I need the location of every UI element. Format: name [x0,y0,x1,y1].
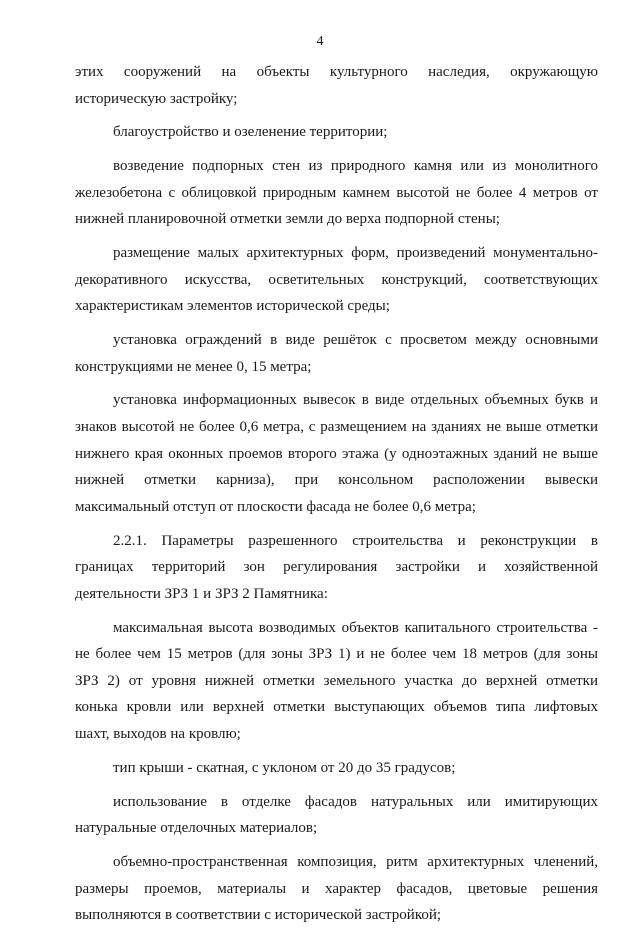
text-line: историческую застройку; [75,90,238,107]
text-line: декоративного искусства, осветительных конструкций, соответствующих [75,271,598,288]
text-line: нижней планировочной отметки земли до верха подпорной стены; [75,211,500,228]
text-line: конструкциями не менее 0, 15 метра; [75,358,312,375]
paragraph-spacer [75,607,598,614]
text-line: использование в отделке фасадов натуральных или имитирующих [113,793,598,810]
text-line: нижнего края оконных проемов второго этажа (у одноэтажных зданий не выше [75,445,598,462]
document-body [75,59,598,929]
text-line: нижней отметки карниза), при консольном расположении вывески [75,472,598,489]
text-line: установка ограждений в виде решёток с просветом между основными [113,332,598,349]
paragraph [75,240,598,320]
text-line: максимальная высота возводимых объектов капитального строительства - [113,619,598,636]
paragraph-spacer [75,112,598,119]
text-line: возведение подпорных стен из природного камня или из монолитного [113,158,598,175]
paragraph-spacer [75,233,598,240]
section-paragraph [75,528,598,608]
text-line: ЗРЗ 2) от уровня нижней отметки земельного участка до верхней отметки [75,672,598,689]
paragraph-spacer [75,520,598,527]
paragraph [75,153,598,233]
text-line: знаков высотой не более 0,6 метра, с размещением на зданиях не выше отметки [75,419,598,436]
paragraph [75,755,598,782]
paragraph-spacer [75,380,598,387]
section-heading-line: 2.2.1. Параметры разрешенного строительства и реконструкции в [113,532,598,549]
paragraph [75,59,598,112]
text-line: размеры проемов, материалы и характер фасадов, цветовые решения [75,880,598,897]
paragraph-spacer [75,146,598,153]
text-line: объемно-пространственная композиция, ритм архитектурных членений, [113,853,598,870]
paragraph [75,789,598,842]
paragraph-spacer [75,781,598,788]
text-line: этих сооружений на объекты культурного наследия, окружающую [75,64,598,80]
text-line: тип крыши - скатная, с уклоном от 20 до 35 градусов; [113,759,456,776]
paragraph [75,327,598,380]
text-line: натуральные отделочных материалов; [75,820,318,837]
text-line: благоустройство и озеленение территории; [113,124,388,141]
text-line: выполняются в соответствии с исторической застройкой; [75,907,442,924]
paragraph [75,387,598,520]
paragraph [75,849,598,929]
text-line: не более чем 15 метров (для зоны ЗРЗ 1) и не более чем 18 метров (для зоны [75,646,598,663]
paragraph-spacer [75,842,598,849]
paragraph-spacer [75,320,598,327]
text-line: характеристикам элементов исторической среды; [75,298,390,315]
paragraph-spacer [75,748,598,755]
text-line: конька кровли или верхней отметки выступающих объемов типа лифтовых [75,699,598,716]
text-line: деятельности ЗРЗ 1 и ЗРЗ 2 Памятника: [75,585,328,602]
text-line: максимальный отступ от плоскости фасада не более 0,6 метра; [75,498,476,515]
text-line: установка информационных вывесок в виде отдельных объемных букв и [113,392,598,409]
text-line: размещение малых архитектурных форм, произведений монументально- [113,245,598,262]
page-number: 4 [316,34,324,49]
text-line: шахт, выходов на кровлю; [75,725,241,742]
text-line: границах территорий зон регулирования застройки и хозяйственной [75,559,598,576]
paragraph [75,615,598,748]
text-line: железобетона с облицовкой природным камнем высотой не более 4 метров от [75,184,598,201]
paragraph [75,119,598,146]
